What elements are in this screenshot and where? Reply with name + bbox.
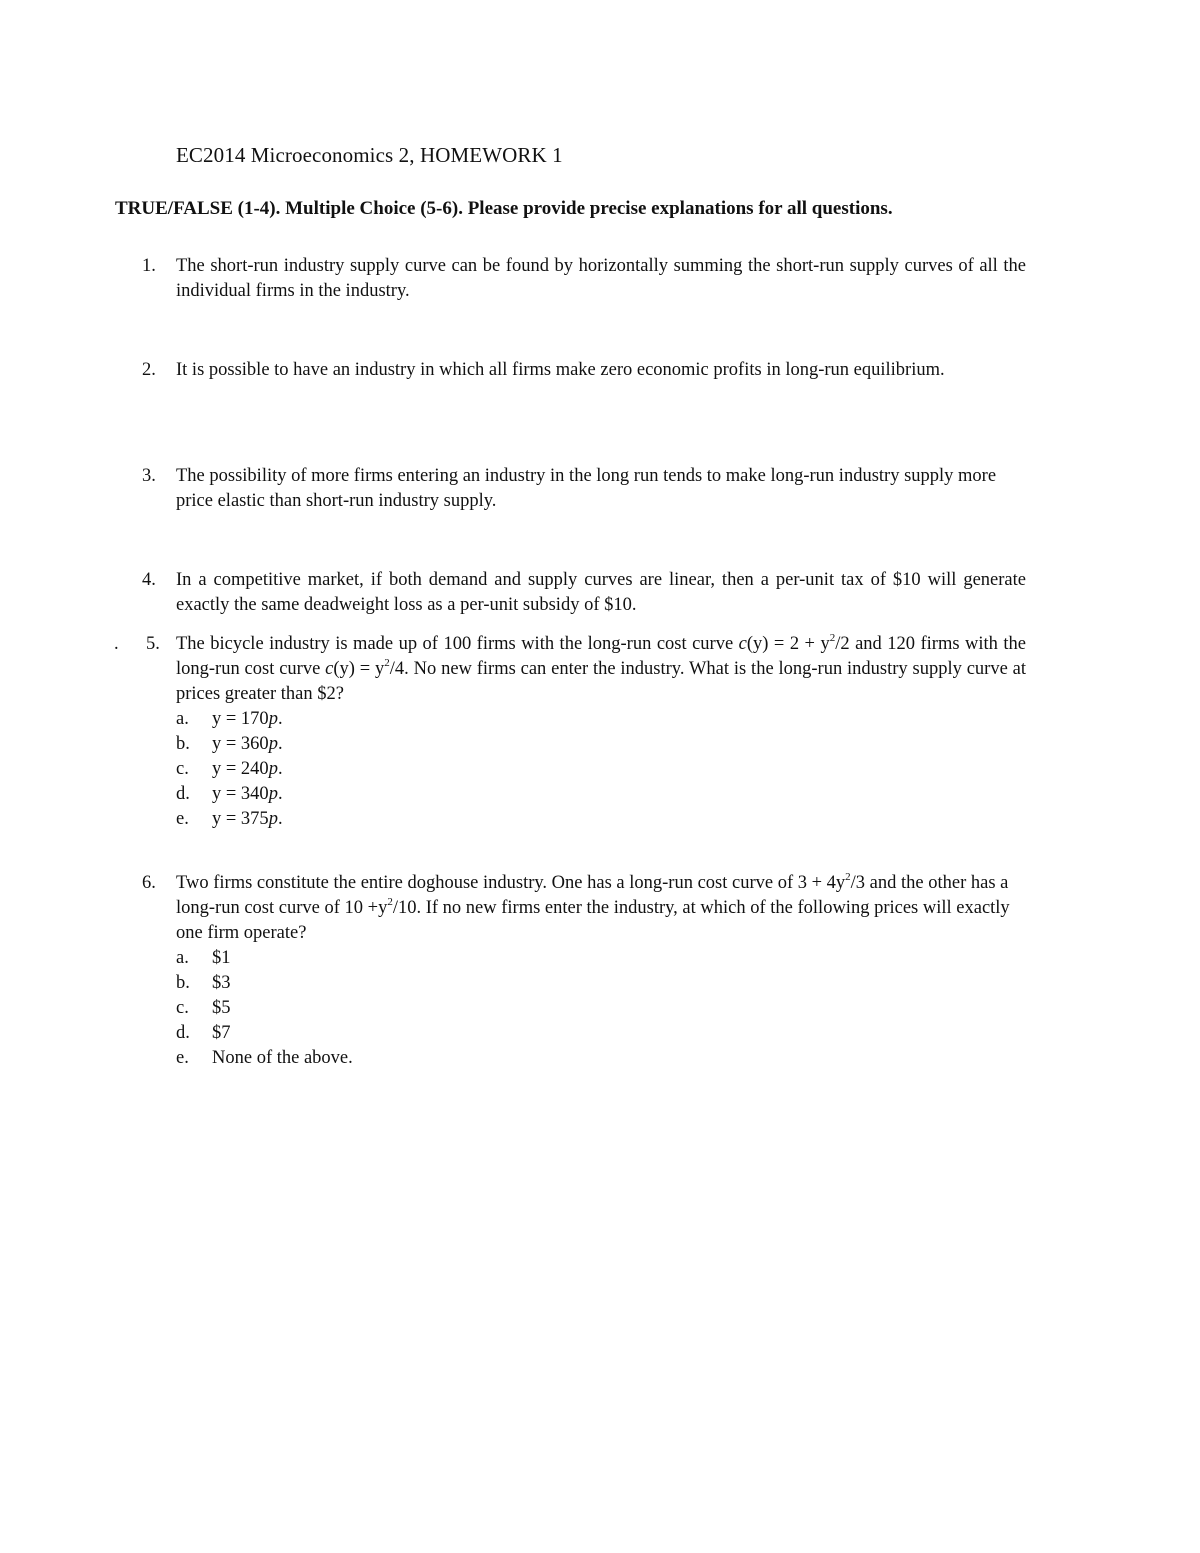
question-text: The possibility of more firms entering an industry in the long run tends to make long-run industry supply more price elastic than short-run industry supply.: [176, 466, 997, 511]
question-text: In a competitive market, if both demand and supply curves are linear, then a per-unit tax of $10 will generate exactly the same deadweight loss as a per-unit subsidy of $10.: [176, 570, 1026, 615]
answer-option: c. y = 240p.: [176, 759, 283, 779]
answer-option: b. y = 360p.: [176, 734, 283, 754]
question-5: [114, 631, 1026, 832]
stray-mark: .: [114, 634, 119, 654]
answer-option: a. $1: [176, 948, 231, 968]
answer-option: e. y = 375p.: [176, 809, 283, 829]
page-title: EC2014 Microeconomics 2, HOMEWORK 1: [176, 143, 563, 167]
answer-option: d. y = 340p.: [176, 784, 283, 804]
question-text: The bicycle industry is made up of 100 firms with the long-run cost curve $c(y) = 2 + y^2/2$ and 120 firms with the long-run cost curve $c(y) = y^2/4$. No new firms can enter the industry. What is the long-run industry supply curve at prices greater than $2?: [176, 631, 1026, 704]
answer-option: d. $7: [176, 1023, 231, 1043]
question-number: 1.: [142, 256, 156, 276]
answer-option: a. y = 170p.: [176, 709, 283, 729]
question-number: 4.: [142, 570, 156, 590]
answer-options: [176, 946, 1026, 1071]
question-number: 5.: [146, 634, 160, 654]
instructions: TRUE/FALSE (1-4). Multiple Choice (5-6). Please provide precise explanations for all questions.: [115, 198, 893, 219]
question-4: [142, 568, 1026, 618]
question-6: [142, 870, 1026, 1071]
question-number: 3.: [142, 466, 156, 486]
answer-option: b. $3: [176, 973, 231, 993]
question-3: [142, 464, 1026, 514]
question-text: The short-run industry supply curve can be found by horizontally summing the short-run supply curves of all the individual firms in the industry.: [176, 256, 1026, 301]
question-2: [142, 358, 1026, 383]
answer-option: c. $5: [176, 998, 231, 1018]
answer-option: e. None of the above.: [176, 1048, 353, 1068]
question-number: 2.: [142, 360, 156, 380]
question-text: Two firms constitute the entire doghouse industry. One has a long-run cost curve of $3 + 4y^2/3$ and the other has a long-run cost curve of $10 +y^2/10$. If no new firms enter the industry, at which of the following prices will exactly one firm operate?: [176, 870, 1010, 943]
question-1: [142, 254, 1026, 304]
answer-options: [176, 707, 1026, 832]
question-text: It is possible to have an industry in which all firms make zero economic profits in long-run equilibrium.: [176, 360, 945, 380]
question-number: 6.: [142, 873, 156, 893]
